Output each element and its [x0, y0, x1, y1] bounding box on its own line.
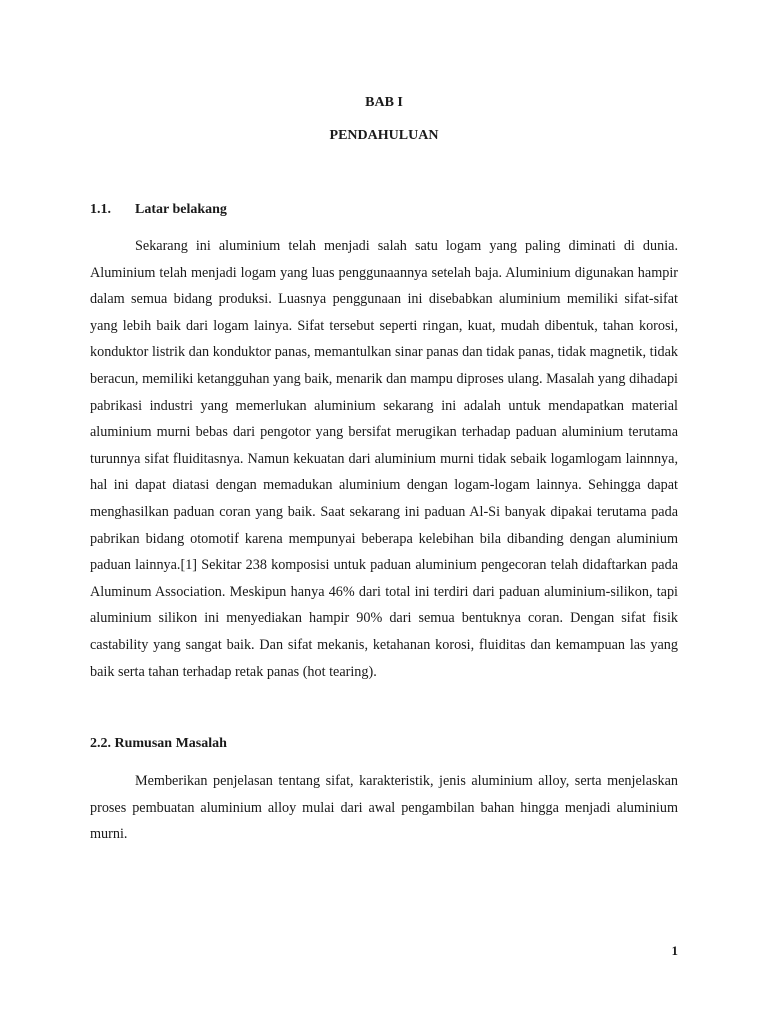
chapter-number: BAB I: [365, 95, 403, 110]
section-heading-latar-belakang: [90, 201, 227, 219]
section-title: Latar belakang: [135, 202, 227, 217]
chapter-title: PENDAHULUAN: [329, 128, 439, 143]
section-number: 1.1.: [90, 202, 111, 217]
section-heading-rumusan-masalah: 2.2. Rumusan Masalah: [90, 736, 227, 751]
body-paragraph-rumusan-masalah: Memberikan penjelasan tentang sifat, karakteristik, jenis aluminium alloy, serta menjelaskan proses pembuatan aluminium alloy mulai dari awal pengambilan bahan hingga menjadi aluminium murni.: [90, 773, 678, 843]
page-number: 1: [671, 943, 678, 958]
body-paragraph-latar-belakang: Sekarang ini aluminium telah menjadi salah satu logam yang paling diminati di dunia. Aluminium telah menjadi logam yang luas penggunaannya setelah baja. Aluminium digunakan hampir dalam semua bidang produksi. Luasnya penggunaan ini disebabkan aluminium memiliki sifat-sifat yang lebih baik dari logam lainya. Sifat tersebut seperti ringan, kuat, mudah dibentuk, tahan korosi, konduktor listrik dan konduktor panas, memantulkan sinar panas dan tidak panas, tidak magnetik, tidak beracun, memiliki ketangguhan yang baik, menarik dan mampu diproses ulang. Masalah yang dihadapi pabrikasi industri yang memerlukan aluminium sekarang ini adalah untuk mendapatkan material aluminium murni bebas dari pengotor yang bersifat merugikan terhadap paduan aluminium terutama turunnya sifat fluiditasnya. Namun kekuatan dari aluminium murni tidak sebaik logamlogam lainnnya, hal ini dapat diatasi dengan memadukan aluminium dengan logam-logam lainnya. Sehingga dapat menghasilkan paduan coran yang baik. Saat sekarang ini paduan Al-Si banyak dipakai terutama pada pabrikan bidang otomotif karena mempunyai beberapa kelebihan bila dibanding dengan aluminium paduan lainnya.[1] Sekitar 238 komposisi untuk paduan aluminium pengecoran telah didaftarkan pada Aluminum Association. Meskipun hanya 46% dari total ini terdiri dari paduan aluminium-silikon, tapi aluminium silikon ini menyediakan hampir 90% dari semua bentuknya coran. Dengan sifat fisik castability yang sangat baik. Dan sifat mekanis, ketahanan korosi, fluiditas dan kemampuan las yang baik serta tahan terhadap retak panas (hot tearing).: [90, 238, 678, 680]
